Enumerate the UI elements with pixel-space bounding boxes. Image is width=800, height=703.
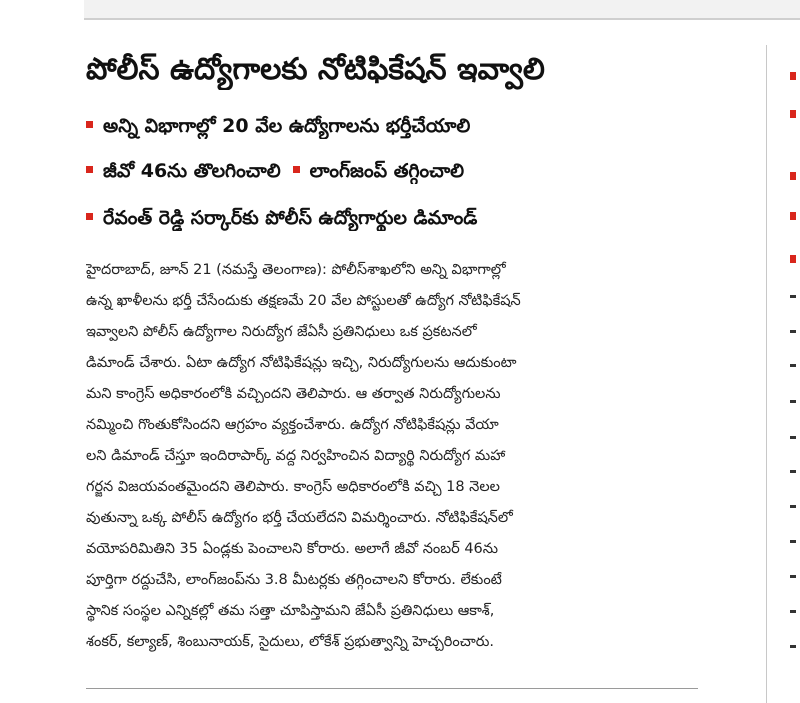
body-line: ఇవ్వాలని పోలీస్ ఉద్యోగాల నిరుద్యోగ జేఏసీ ప్రతినిధులు ఒక ప్రకటనలో — [86, 324, 477, 340]
edge-mark — [790, 295, 796, 298]
edge-mark — [790, 110, 796, 118]
body-line: పూర్తిగా రద్దుచేసి, లాంగ్‌జంప్‌ను 3.8 మీటర్లకు తగ్గించాలని కోరారు. లేకుంటే — [86, 572, 502, 588]
body-line: వుతున్నా ఒక్క పోలీస్ ఉద్యోగం భర్తీ చేయలేదని విమర్శించారు. నోటిఫికేషన్‌లో — [86, 510, 513, 526]
edge-mark — [790, 400, 796, 403]
edge-mark — [790, 645, 796, 648]
edge-mark — [790, 172, 796, 180]
headline: పోలీస్ ఉద్యోగాలకు నోటిఫికేషన్ ఇవ్వాలి — [86, 52, 545, 87]
body-line: ఉన్న ఖాళీలను భర్తీ చేసేందుకు తక్షణమే 20 వేల పోస్టులతో ఉద్యోగ నోటిఫికేషన్ — [86, 293, 521, 309]
subhead-3 — [86, 205, 756, 231]
column-divider — [766, 45, 767, 703]
body-line: శంకర్, కల్యాణ్, శింబునాయక్, సైదులు, లోకేశ్ ప్రభుత్వాన్ని హెచ్చరించారు. — [86, 634, 494, 650]
article-body — [86, 255, 718, 658]
subhead-2-text-b: లాంగ్‌జంప్ తగ్గించాలి — [309, 160, 465, 182]
top-band — [84, 0, 800, 20]
edge-mark — [790, 575, 796, 578]
adjacent-column-edge — [790, 0, 800, 703]
edge-mark — [790, 212, 796, 220]
edge-mark — [790, 610, 796, 613]
edge-mark — [790, 470, 796, 473]
body-line: గర్జన విజయవంతమైందని తెలిపారు. కాంగ్రెస్ అధికారంలోకి వచ్చి 18 నెలల — [86, 479, 500, 495]
edge-mark — [790, 255, 796, 263]
body-line: మని కాంగ్రెస్ అధికారంలోకి వచ్చిందని తెలిపారు. ఆ తర్వాత నిరుద్యోగులను — [86, 386, 501, 402]
subhead-3-text: రేవంత్ రెడ్డి సర్కార్‌కు పోలీస్ ఉద్యోగార్థుల డిమాండ్ — [103, 207, 478, 229]
subhead-1-text: అన్ని విభాగాల్లో 20 వేల ఉద్యోగాలను భర్తీచేయాలి — [103, 115, 471, 137]
edge-mark — [790, 505, 796, 508]
edge-mark — [790, 330, 796, 333]
edge-mark — [790, 364, 796, 367]
body-line: నమ్మించి గొంతుకోసిందని ఆగ్రహం వ్యక్తంచేశారు. ఉద్యోగ నోటిఫికేషన్లు వేయా — [86, 417, 499, 433]
bottom-rule — [86, 688, 698, 689]
edge-mark — [790, 72, 796, 80]
body-line: హైదరాబాద్, జూన్ 21 (నమస్తే తెలంగాణ): పోలీస్‌శాఖలోని అన్ని విభాగాల్లో — [86, 262, 506, 278]
subhead-1 — [86, 113, 756, 139]
body-line: వయోపరిమితిని 35 ఏండ్లకు పెంచాలని కోరారు. అలాగే జీవో నంబర్ 46ను — [86, 541, 498, 557]
subhead-2-text-a: జీవో 46ను తొలగించాలి — [103, 160, 281, 182]
body-line: స్థానిక సంస్థల ఎన్నికల్లో తమ సత్తా చూపిస్తామని జేఏసీ ప్రతినిధులు ఆకాశ్, — [86, 603, 495, 619]
bullet-icon — [86, 121, 93, 128]
body-line: డిమాండ్ చేశారు. ఏటా ఉద్యోగ నోటిఫికేషన్లు ఇచ్చి, నిరుద్యోగులను ఆదుకుంటా — [86, 355, 517, 371]
body-line: లని డిమాండ్ చేస్తూ ఇందిరాపార్క్ వద్ద నిర్వహించిన విద్యార్థి నిరుద్యోగ మహా — [86, 448, 506, 464]
bullet-icon — [86, 213, 93, 220]
edge-mark — [790, 436, 796, 439]
bullet-icon — [86, 166, 93, 173]
edge-mark — [790, 540, 796, 543]
subhead-2 — [86, 158, 756, 184]
bullet-icon — [293, 166, 300, 173]
